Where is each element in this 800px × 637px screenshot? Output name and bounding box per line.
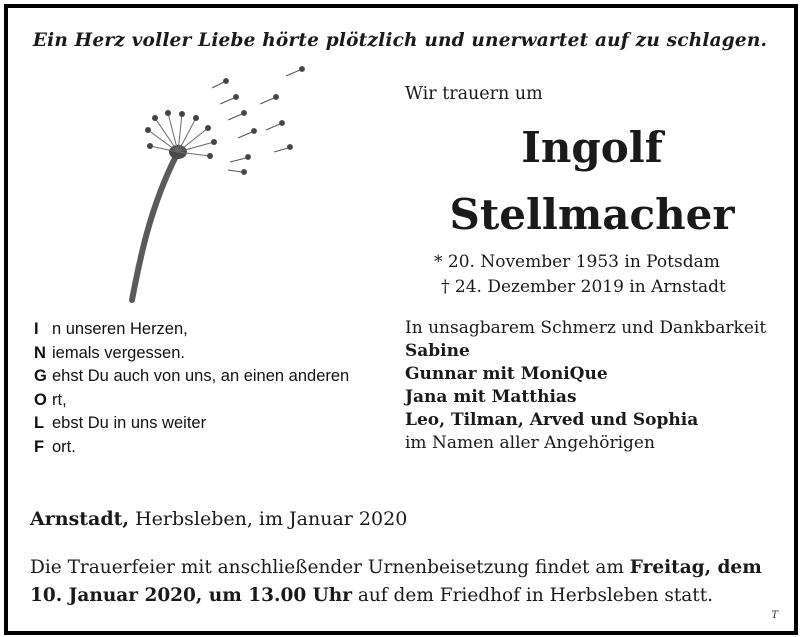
notice-part2: auf dem Friedhof in Herbsleben statt. xyxy=(351,585,714,606)
acrostic-text: rt, xyxy=(52,390,67,409)
publisher-mark: T xyxy=(771,610,778,621)
acrostic-text: ort. xyxy=(52,437,76,456)
acrostic-letter: L xyxy=(34,414,45,432)
mourner-name: Jana mit Matthias xyxy=(405,387,577,407)
place-rest: Herbsleben, im Januar 2020 xyxy=(129,508,408,530)
acrostic-letter: G xyxy=(34,367,47,385)
place-bold: Arnstadt, xyxy=(30,508,130,530)
first-name: Ingolf xyxy=(521,123,663,172)
birth-date: * 20. November 1953 in Potsdam xyxy=(434,252,720,272)
mourners-block xyxy=(405,317,766,455)
acrostic-letter: F xyxy=(34,437,45,456)
dandelion-icon xyxy=(110,58,340,308)
acrostic-text: ehst Du auch von uns, an einen anderen xyxy=(52,367,350,385)
acrostic-poem xyxy=(34,318,349,459)
acrostic-text: n unseren Herzen, xyxy=(52,320,188,338)
funeral-notice xyxy=(30,554,775,610)
mourner-name: Leo, Tilman, Arved und Sophia xyxy=(405,410,699,430)
notice-part1: Die Trauerfeier mit anschließender Urnenbeisetzung findet am xyxy=(30,557,630,578)
mourner-name: Sabine xyxy=(405,341,470,361)
life-dates xyxy=(434,250,726,300)
mourner-name: Gunnar mit MoniQue xyxy=(405,364,608,384)
notice-bold: Freitag, dem 10. Januar 2020, um 13.00 Uhr xyxy=(30,557,762,606)
death-date: † 24. Dezember 2019 in Arnstadt xyxy=(441,277,726,297)
acrostic-line xyxy=(34,412,349,436)
acrostic-letter: N xyxy=(34,343,46,362)
acrostic-text: ebst Du in uns weiter xyxy=(52,414,207,432)
mourners-intro: In unsagbarem Schmerz und Dankbarkeit xyxy=(405,318,767,338)
acrostic-line xyxy=(34,365,349,389)
acrostic-line xyxy=(34,436,349,460)
intro-text: Wir trauern um xyxy=(405,84,543,104)
acrostic-letter: O xyxy=(34,390,47,409)
mourners-outro: im Namen aller Angehörigen xyxy=(405,433,655,453)
acrostic-text: iemals vergessen. xyxy=(52,343,185,362)
acrostic-letter: I xyxy=(34,320,39,338)
acrostic-line xyxy=(34,389,349,413)
acrostic-line xyxy=(34,342,349,366)
acrostic-line xyxy=(34,318,349,342)
place-date xyxy=(30,508,407,530)
motto: Ein Herz voller Liebe hörte plötzlich und unerwartet auf zu schlagen. xyxy=(32,30,768,51)
last-name: Stellmacher xyxy=(449,190,735,239)
